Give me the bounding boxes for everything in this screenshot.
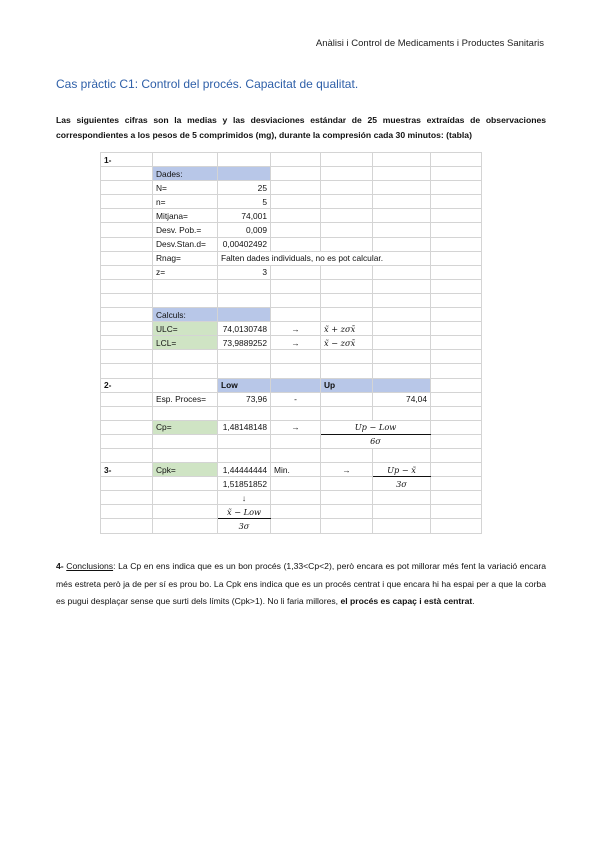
table-row — [101, 477, 482, 491]
table-row — [101, 491, 482, 505]
table-row — [101, 167, 482, 181]
table-row — [101, 153, 482, 167]
cell-label: n= — [153, 195, 218, 209]
low-header: Low — [218, 378, 271, 392]
cp-value: 1,48148148 — [218, 420, 271, 434]
arrow-right-icon: → — [271, 336, 321, 350]
cell-label: Esp. Proces= — [153, 392, 218, 406]
calculs-header: Calculs: — [153, 308, 218, 322]
table-row — [101, 463, 482, 477]
conclusions-label: Conclusions — [66, 561, 114, 571]
table-row — [101, 448, 482, 462]
cp-formula-denominator: 6σ — [321, 434, 431, 448]
table-row — [101, 378, 482, 392]
ulc-formula: x̃ + zσx̄ — [321, 322, 373, 336]
table-row — [101, 364, 482, 378]
cell-value: 0,00402492 — [218, 237, 271, 251]
ulc-value: 74,0130748 — [218, 322, 271, 336]
table-row — [101, 505, 482, 519]
table-row — [101, 420, 482, 434]
conclusions-bold: el procés es capaç i està centrat — [340, 596, 473, 606]
table-row — [101, 322, 482, 336]
cpk-formula-denominator-2: 3σ — [218, 519, 271, 533]
esp-low-value: 73,96 — [218, 392, 271, 406]
cell-value: Falten dades individuals, no es pot calcular. — [218, 251, 431, 265]
table-row — [101, 308, 482, 322]
cell-label: Mitjana= — [153, 209, 218, 223]
section-3-label: 3- — [101, 463, 153, 477]
cell-value: 5 — [218, 195, 271, 209]
table-row — [101, 223, 482, 237]
table-row — [101, 251, 482, 265]
spreadsheet — [100, 152, 482, 534]
up-header: Up — [321, 378, 373, 392]
page-title: Cas pràctic C1: Control del procés. Capacitat de qualitat. — [56, 77, 359, 91]
arrow-down-icon: ↓ — [218, 491, 271, 505]
cell-label: Desv.Stan.d= — [153, 237, 218, 251]
ulc-label: ULC= — [153, 322, 218, 336]
section-2-label: 2- — [101, 378, 153, 392]
cpk-formula-numerator-1: Up − x̃ — [373, 463, 431, 477]
table-row — [101, 279, 482, 293]
cpk-formula-denominator-1: 3σ — [373, 477, 431, 491]
conclusions-text: : La Cp en ens indica que es un bon procés (1,33<Cp<2), però encara es pot millorar més fent la variació encara més estreta però ja de per sí es prou bo. La Cpk ens indica que es un procés centrat i que encara hi ha espai per a que la corba es pugui desplaçar sense que surti dels límits (Cpk>1). No li faria millores, — [56, 561, 547, 606]
table-row — [101, 265, 482, 279]
esp-up-value: 74,04 — [373, 392, 431, 406]
cell-label: Desv. Pob.= — [153, 223, 218, 237]
cell-label: Rnag= — [153, 251, 218, 265]
page-header: Anàlisi i Control de Medicaments i Productes Sanitaris — [315, 38, 544, 49]
table-row — [101, 406, 482, 420]
cpk-value-1: 1,44444444 — [218, 463, 271, 477]
arrow-right-icon: → — [271, 420, 321, 434]
table-row — [101, 519, 482, 533]
cpk-formula-numerator-2: x̃ − Low — [218, 505, 271, 519]
section-1-label: 1- — [101, 153, 153, 167]
cp-label: Cp= — [153, 420, 218, 434]
table-row — [101, 237, 482, 251]
dades-header: Dades: — [153, 167, 218, 181]
intro-paragraph: Las siguientes cifras son la medias y las desviaciones estándar de 25 muestras extraídas de observaciones correspondientes a los pesos de 5 comprimidos (mg), durante la compresión cada 30 minutos: (tabla) — [56, 115, 546, 140]
cell-label: z= — [153, 265, 218, 279]
cell-value: 3 — [218, 265, 271, 279]
cell-value: 0,009 — [218, 223, 271, 237]
cell-value: 25 — [218, 181, 271, 195]
arrow-right-icon: → — [321, 463, 373, 477]
dash: - — [271, 392, 321, 406]
table-row — [101, 336, 482, 350]
table-row — [101, 195, 482, 209]
table-row — [101, 434, 482, 448]
table-row — [101, 350, 482, 364]
lcl-value: 73,9889252 — [218, 336, 271, 350]
arrow-right-icon: → — [271, 322, 321, 336]
cp-formula-numerator: Up − Low — [321, 420, 431, 434]
cell-value: 74,001 — [218, 209, 271, 223]
table-row — [101, 392, 482, 406]
conclusions-number: 4- — [56, 561, 64, 571]
min-label: Min. — [271, 463, 321, 477]
conclusions-end: . — [472, 596, 475, 606]
table-row — [101, 181, 482, 195]
cell-label: N= — [153, 181, 218, 195]
lcl-label: LCL= — [153, 336, 218, 350]
lcl-formula: x̃ − zσx̄ — [321, 336, 373, 350]
table-row — [101, 209, 482, 223]
cpk-label: Cpk= — [153, 463, 218, 477]
cpk-value-2: 1,51851852 — [218, 477, 271, 491]
table-row — [101, 293, 482, 307]
conclusions-paragraph — [56, 558, 546, 611]
